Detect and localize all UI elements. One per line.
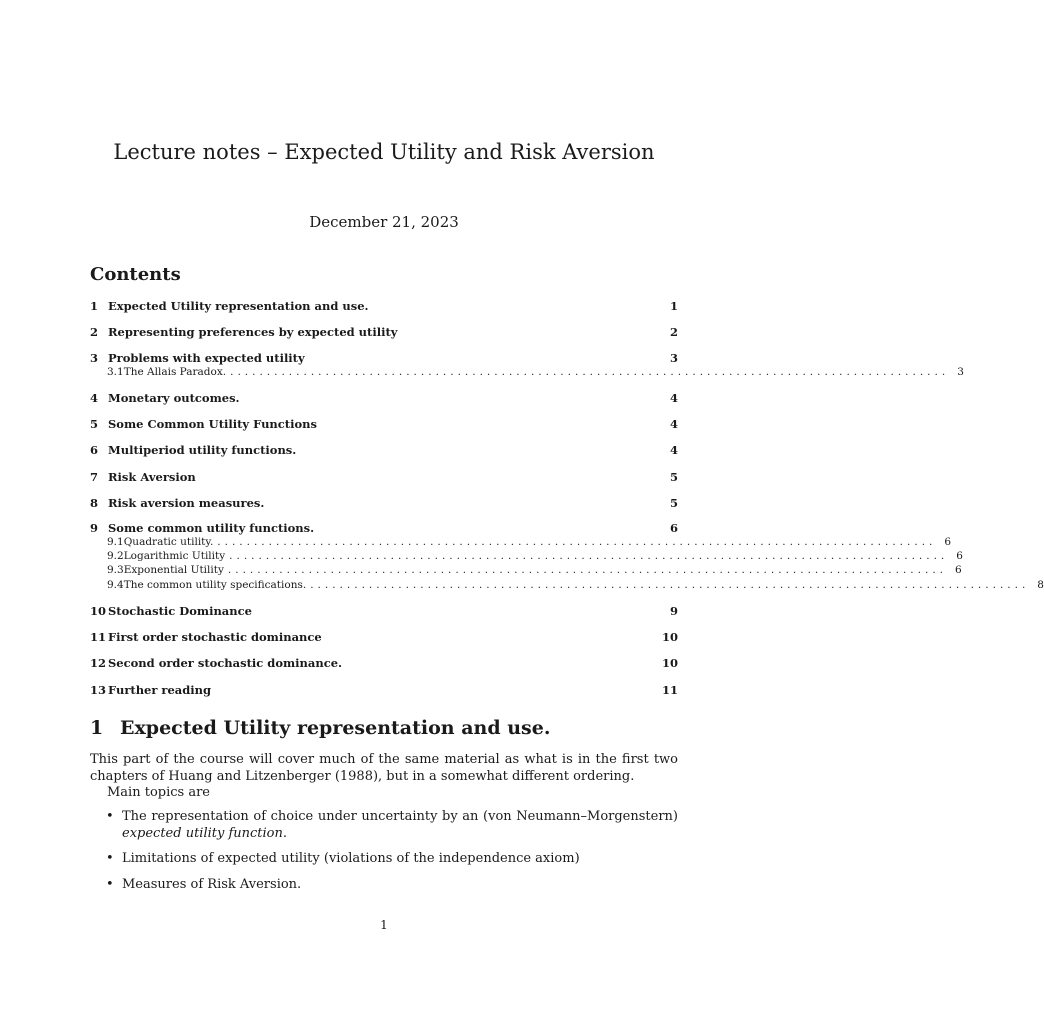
toc-sub-label: The Allais Paradox.: [123, 366, 227, 378]
toc-number: 8: [90, 496, 99, 510]
toc-sub-page: 6: [955, 564, 962, 576]
bullet-icon: •: [106, 809, 114, 824]
toc-entry[interactable]: [90, 683, 678, 697]
toc-number: 10: [90, 604, 107, 618]
dot-leader: ..................................................................................................: [230, 366, 950, 378]
toc-label: Risk aversion measures.: [108, 496, 265, 510]
section-heading: [90, 717, 550, 739]
toc-number: 7: [90, 470, 99, 484]
toc-page: 4: [669, 417, 678, 431]
toc-page: 3: [669, 351, 678, 365]
toc-sub-label: Quadratic utility.: [123, 536, 214, 548]
toc-entry[interactable]: [90, 417, 678, 431]
toc-page: 10: [661, 656, 678, 670]
toc-sub-label: Logarithmic Utility: [123, 550, 226, 562]
section-number: 1: [90, 717, 104, 739]
toc-page: 9: [669, 604, 678, 618]
toc-number: 1: [90, 299, 99, 313]
toc-sub-number: 9.2: [107, 550, 124, 562]
toc-sub-number: 9.3: [107, 564, 124, 576]
dot-leader: ..................................................................................................: [310, 579, 1030, 591]
toc-entry[interactable]: [90, 351, 678, 365]
toc-entry[interactable]: [90, 391, 678, 405]
bullet-text: Measures of Risk Aversion.: [122, 877, 302, 892]
toc-label: Further reading: [108, 683, 212, 697]
toc-sub-number: 3.1: [107, 366, 124, 378]
toc-label: Second order stochastic dominance.: [108, 656, 343, 670]
toc-sub-label: The common utility specifications.: [123, 579, 307, 591]
toc-page: 5: [669, 470, 678, 484]
toc-label: Some common utility functions.: [108, 521, 315, 535]
toc-entry[interactable]: [90, 604, 678, 618]
bullet-item: [90, 808, 678, 842]
toc-page: 6: [669, 521, 678, 535]
toc-label: Representing preferences by expected utility: [108, 325, 398, 339]
toc-entry[interactable]: [90, 443, 678, 457]
toc-number: 11: [90, 630, 107, 644]
toc-sub-number: 9.4: [107, 579, 124, 591]
toc-entry[interactable]: [90, 299, 678, 313]
toc-subentry[interactable]: [107, 366, 964, 378]
bullet-item: [90, 850, 678, 867]
toc-page: 10: [661, 630, 678, 644]
toc-number: 5: [90, 417, 99, 431]
toc-page: 4: [669, 443, 678, 457]
toc-label: Expected Utility representation and use.: [108, 299, 369, 313]
document-title: Lecture notes – Expected Utility and Risk Aversion: [113, 140, 655, 164]
dot-leader: ..................................................................................................: [217, 536, 937, 548]
toc-subentry[interactable]: [107, 536, 952, 548]
bullet-icon: •: [106, 877, 114, 892]
toc-label: Problems with expected utility: [108, 351, 305, 365]
toc-number: 4: [90, 391, 99, 405]
toc-page: 5: [669, 496, 678, 510]
toc-sub-page: 3: [957, 366, 964, 378]
toc-label: Stochastic Dominance: [108, 604, 252, 618]
toc-subentry[interactable]: [107, 564, 962, 576]
dot-leader: ..................................................................................................: [229, 550, 949, 562]
toc-sub-page: 6: [944, 536, 952, 548]
toc-label: Risk Aversion: [108, 470, 196, 484]
toc-entry[interactable]: [90, 325, 678, 339]
bullet-text: Limitations of expected utility (violations of the independence axiom): [122, 851, 580, 866]
bullet-text: The representation of choice under uncertainty by an (von Neumann–Morgenstern): [122, 809, 678, 824]
toc-entry[interactable]: [90, 496, 678, 510]
main-topics-line: Main topics are: [107, 785, 210, 800]
toc-sub-number: 9.1: [107, 536, 124, 548]
dot-leader: ..................................................................................................: [227, 564, 947, 576]
bullet-emphasis: expected utility function: [122, 826, 283, 841]
contents-heading: Contents: [90, 264, 181, 285]
bullet-text-end: .: [282, 826, 288, 841]
toc-page: 4: [669, 391, 678, 405]
page-number: 1: [380, 918, 388, 932]
toc-subentry[interactable]: [107, 579, 1044, 591]
toc-number: 2: [90, 325, 99, 339]
toc-number: 9: [90, 521, 99, 535]
document-date: December 21, 2023: [309, 213, 459, 231]
toc-sub-page: 8: [1037, 579, 1044, 591]
toc-sub-page: 6: [956, 550, 963, 562]
toc-entry[interactable]: [90, 470, 678, 484]
toc-number: 12: [90, 656, 107, 670]
toc-label: Some Common Utility Functions: [108, 417, 317, 431]
bullet-item: [90, 876, 678, 893]
toc-label: Multiperiod utility functions.: [108, 443, 297, 457]
toc-label: First order stochastic dominance: [108, 630, 322, 644]
toc-subentry[interactable]: [107, 550, 963, 562]
toc-entry[interactable]: [90, 521, 678, 535]
toc-page: 11: [661, 683, 678, 697]
toc-page: 1: [669, 299, 678, 313]
toc-number: 13: [90, 683, 107, 697]
intro-paragraph: This part of the course will cover much of the same material as what is in the first two chapters of Huang and Litzenberger (1988), but in a somewhat different ordering.: [90, 752, 678, 784]
toc-entry[interactable]: [90, 630, 678, 644]
toc-entry[interactable]: [90, 656, 678, 670]
toc-number: 6: [90, 443, 99, 457]
toc-page: 2: [669, 325, 678, 339]
section-title: Expected Utility representation and use.: [120, 717, 551, 739]
toc-number: 3: [90, 351, 99, 365]
toc-label: Monetary outcomes.: [108, 391, 240, 405]
toc-sub-label: Exponential Utility: [123, 564, 224, 576]
bullet-icon: •: [106, 851, 114, 866]
